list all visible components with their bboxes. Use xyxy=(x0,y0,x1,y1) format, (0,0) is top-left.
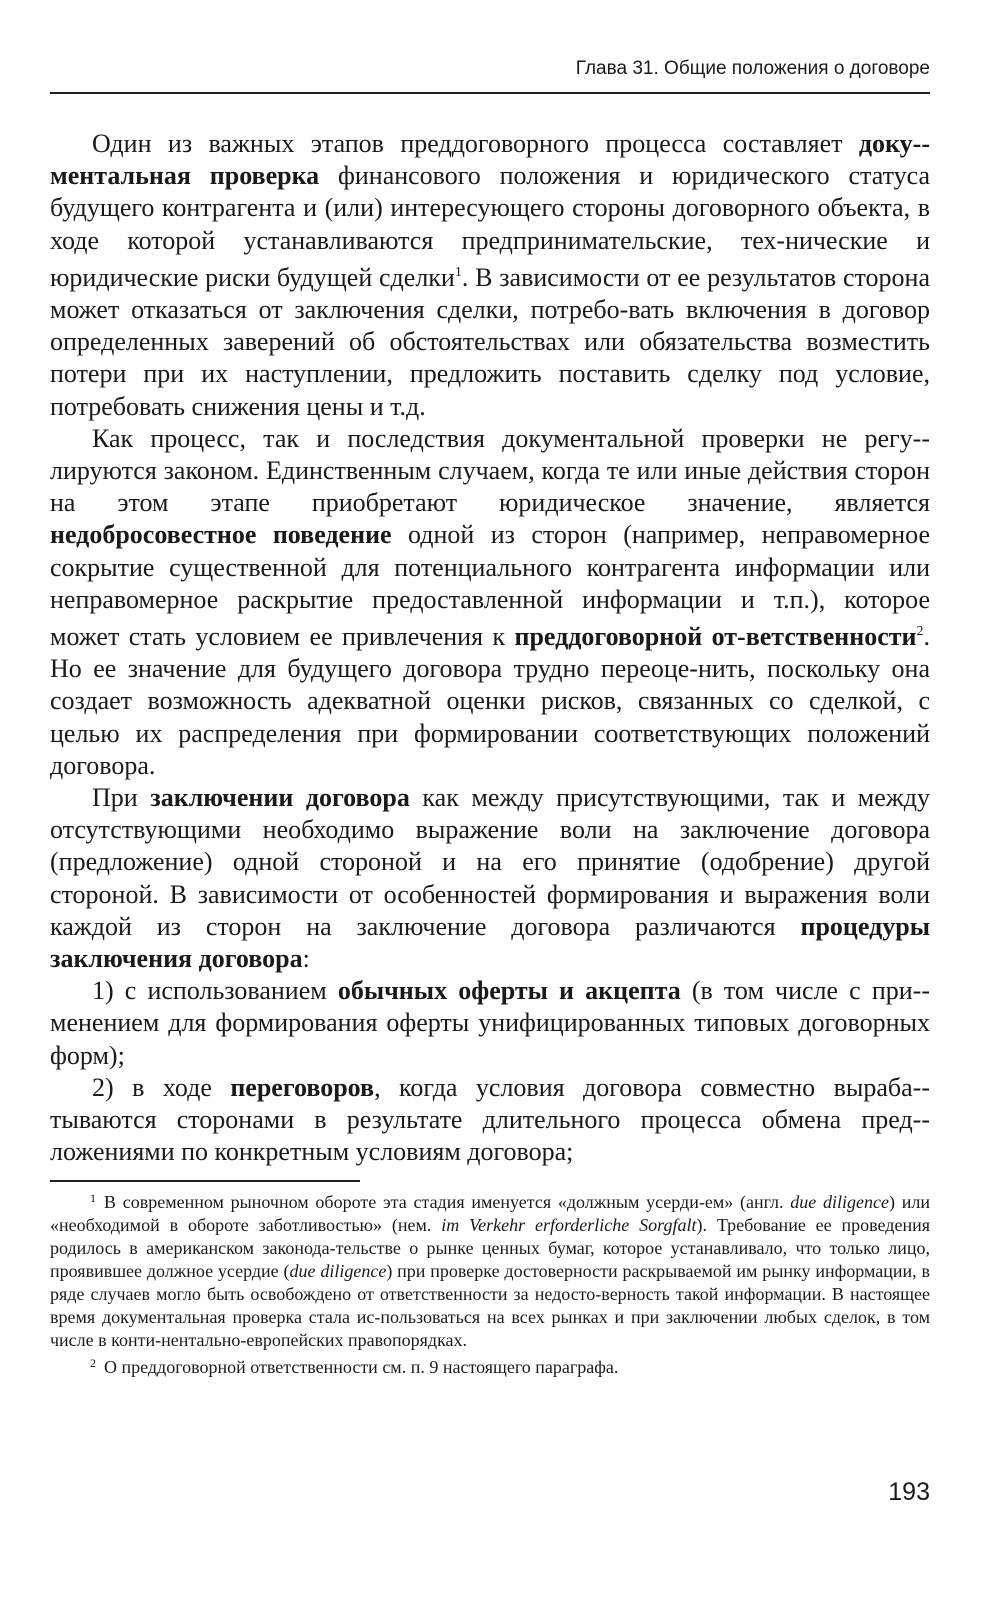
text-run: При xyxy=(92,783,151,813)
bold-term: заключении договора xyxy=(150,783,410,813)
text-run: одной из сторон (например, неправомерное сокрытие существенной для потенциального контрагента информации или неправомерное раскрытие предоставленной информации и т.п.), которое может стать условием ее привлечения к xyxy=(50,520,930,652)
paragraph-due-diligence xyxy=(50,128,930,423)
text-run: (в том числе с при-менением для формирования оферты унифицированных типовых договорных форм); xyxy=(50,976,931,1070)
text-run: 2) в ходе xyxy=(92,1072,231,1102)
bold-term: процедуры заключения договора xyxy=(50,911,930,974)
bold-term: обычных оферты и акцепта xyxy=(337,976,681,1006)
bold-term: преддоговорной от-ветственности xyxy=(514,622,917,652)
footnotes xyxy=(50,1187,930,1379)
running-header: Глава 31. Общие положения о договоре xyxy=(575,58,930,79)
italic-term: im Verkehr erforderliche Sorgfalt xyxy=(441,1215,697,1235)
list-item-2 xyxy=(50,1072,930,1169)
footnote-number: 1 xyxy=(90,1191,96,1205)
text-run: Как процесс, так и последствия документальной проверки не регу-лируются законом. Единственным случаем, когда те или иные действия сторон на этом этапе приобретают юридическое значение, является xyxy=(50,423,930,518)
text-run: : xyxy=(302,944,310,974)
text-run: О преддоговорной ответственности см. п. 9 настоящего параграфа. xyxy=(104,1357,619,1377)
bold-term: недобросовестное поведение xyxy=(50,520,392,550)
italic-term: due diligence xyxy=(790,1192,889,1212)
page-number: 193 xyxy=(888,1478,930,1506)
text-run: Один из важных этапов преддоговорного процесса составляет xyxy=(92,129,859,158)
text-run: , когда условия договора совместно выраба-тываются сторонами в результате длительного процесса обмена пред-ложениями по конкретным условиям договора; xyxy=(50,1072,930,1167)
footnote-2 xyxy=(50,1352,930,1379)
text-run: ) или «необходимой в обороте заботливостью» (нем. xyxy=(50,1192,930,1235)
footnote-ref-2[interactable]: 2 xyxy=(916,624,924,640)
text-run: 1) с использованием xyxy=(92,976,338,1006)
paragraph-contract-conclusion xyxy=(50,782,930,975)
bold-term: переговоров xyxy=(230,1072,375,1102)
text-run: . Но ее значение для будущего договора трудно переоце-нить, поскольку она создает возможность адекватной оценки рисков, связанных со сделкой, с целью их распределения при формировании соответствующих положений договора. xyxy=(50,622,931,780)
header-rule xyxy=(50,92,930,94)
text-run: ). Требование ее проведения родилось в американском законода-тельстве о рынке ценных бумаг, которое устанавливало, что только лицо, проявившее должное усердие ( xyxy=(50,1215,931,1281)
italic-term: due diligence xyxy=(289,1261,387,1281)
text-run: В современном рыночном обороте эта стадия именуется «должным усерди-ем» (англ. xyxy=(104,1192,791,1212)
footnote-number: 2 xyxy=(90,1356,96,1370)
text-run: как между присутствующими, так и между отсутствующими необходимо выражение воли на заключение договора (предложение) одной стороной и на его принятие (одобрение) другой стороной. В зависимости от особенностей формирования и выражения воли каждой из сторон на заключение договора различаются xyxy=(50,783,930,941)
text-run: финансового положения и юридического статуса будущего контрагента и (или) интересующего стороны договорного объекта, в ходе которой устанавливаются предпринимательские, тех-нические и юридические риски будущей сделки xyxy=(50,161,930,292)
text-run: . В зависимости от ее результатов сторона может отказаться от заключения сделки, потребо-вать включения в договор определенных заверений об обстоятельствах или обязательства возместить потери при их наступлении, предложить поставить сделку под условие, потребовать снижения цены и т.д. xyxy=(50,262,930,421)
text-run: ) при проверке достоверности раскрываемой им рынку информации, в ряде случаев могло быть освобождено от ответственности за недосто-верность такой информации. В настоящее время документальная проверка стала ис-пользоваться на всех рынках и при заключении любых сделок, в том числе в конти-нентально-европейских правопорядках. xyxy=(50,1261,930,1350)
footnote-ref-1[interactable]: 1 xyxy=(454,264,462,280)
list-item-1 xyxy=(50,975,930,1072)
paragraph-bad-faith xyxy=(50,423,930,782)
footnote-1 xyxy=(50,1187,930,1352)
main-text xyxy=(50,128,930,1169)
bold-term: доку-ментальная проверка xyxy=(50,129,930,191)
footnote-separator xyxy=(50,1180,360,1182)
